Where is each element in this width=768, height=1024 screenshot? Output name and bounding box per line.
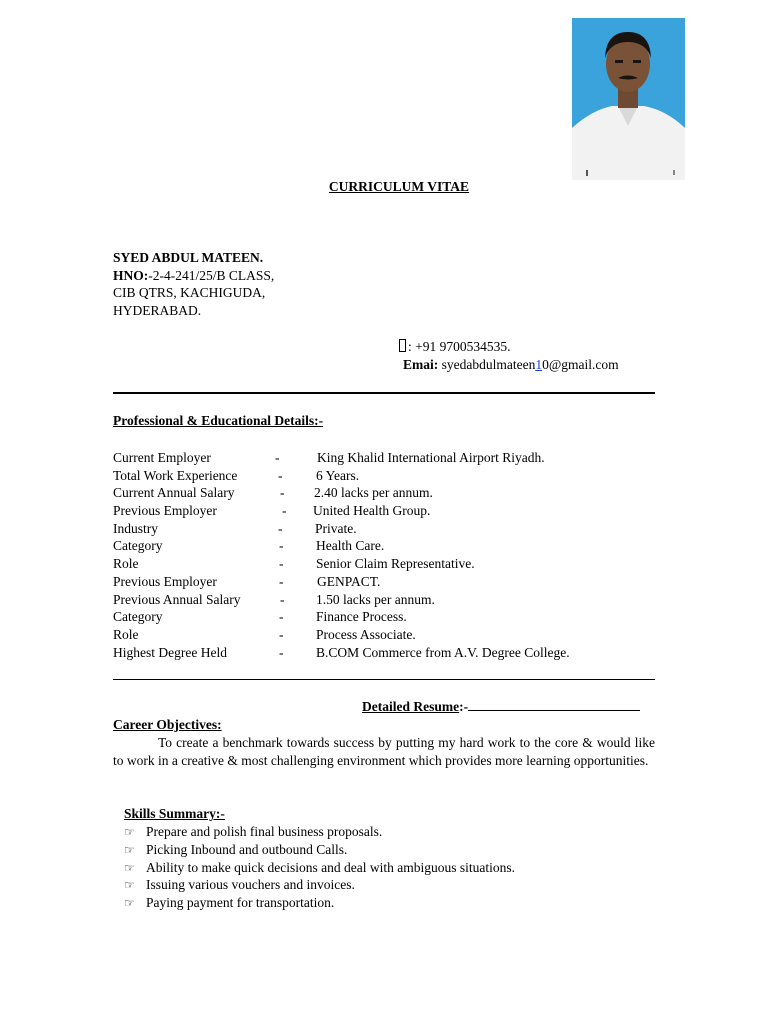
detail-dash: - bbox=[280, 591, 285, 607]
detail-dash: - bbox=[279, 626, 284, 642]
address-label: HNO: bbox=[113, 267, 149, 283]
email-prefix: syedabdulmateen bbox=[441, 357, 536, 372]
contact-block bbox=[398, 338, 619, 374]
detail-dash: - bbox=[278, 467, 283, 483]
detail-value: King Khalid International Airport Riyadh. bbox=[317, 450, 545, 465]
detail-label: Category bbox=[113, 609, 163, 625]
address-line-3: HYDERABAD. bbox=[113, 302, 202, 318]
skill-text: Issuing various vouchers and invoices. bbox=[146, 877, 355, 893]
detail-label: Previous Employer bbox=[113, 573, 217, 589]
skills-summary-heading: Skills Summary:- bbox=[124, 806, 225, 821]
pointing-hand-icon: ☞ bbox=[124, 878, 135, 893]
detail-label: Total Work Experience bbox=[113, 467, 238, 483]
career-objectives-heading: Career Objectives: bbox=[113, 717, 222, 732]
list-item bbox=[124, 841, 664, 859]
skill-text: Prepare and polish final business proposals. bbox=[146, 824, 383, 839]
detailed-resume-suffix: :- bbox=[459, 699, 469, 714]
portrait-image bbox=[572, 18, 685, 180]
detail-dash: - bbox=[282, 503, 287, 519]
detail-dash: - bbox=[279, 538, 284, 554]
detail-value: Health Care. bbox=[316, 538, 385, 554]
detail-label: Previous Employer bbox=[113, 503, 217, 519]
detail-dash: - bbox=[279, 573, 284, 589]
address-line-1-text: -2-4-241/25/B CLASS, bbox=[148, 267, 275, 283]
detail-dash: - bbox=[275, 450, 280, 465]
detail-value: 1.50 lacks per annum. bbox=[316, 591, 435, 607]
list-item bbox=[124, 876, 664, 894]
detail-row bbox=[113, 467, 673, 485]
details-table bbox=[113, 449, 673, 661]
list-item bbox=[124, 859, 664, 877]
detailed-resume-title: Detailed Resume bbox=[362, 699, 460, 714]
detail-value: B.COM Commerce from A.V. Degree College. bbox=[316, 644, 570, 660]
detail-label: Role bbox=[113, 626, 139, 642]
pointing-hand-icon: ☞ bbox=[124, 896, 135, 911]
address-line-2: CIB QTRS, KACHIGUDA, bbox=[113, 285, 266, 301]
detail-row bbox=[113, 626, 673, 644]
skill-text: Ability to make quick decisions and deal with ambiguous situations. bbox=[146, 859, 515, 875]
profile-photo bbox=[572, 18, 685, 180]
pointing-hand-icon: ☞ bbox=[124, 825, 135, 839]
detail-value: Senior Claim Representative. bbox=[316, 556, 475, 572]
name-address-block bbox=[113, 249, 274, 319]
pointing-hand-icon: ☞ bbox=[124, 860, 135, 875]
career-objectives-text: To create a benchmark towards success by putting my hard work to the core & would like to work in a creative & most challenging environment which provides more learning opportunities. bbox=[113, 735, 655, 768]
pointing-hand-icon: ☞ bbox=[124, 842, 135, 857]
detail-label: Current Employer bbox=[113, 450, 211, 465]
email-highlight: 1 bbox=[535, 357, 543, 372]
detailed-resume-heading bbox=[362, 698, 640, 716]
detail-row bbox=[113, 644, 673, 662]
phone-icon bbox=[399, 339, 406, 352]
skills-list bbox=[124, 823, 664, 912]
detail-label: Previous Annual Salary bbox=[113, 591, 241, 607]
list-item bbox=[124, 823, 664, 841]
detail-label: Role bbox=[113, 556, 139, 572]
detail-dash: - bbox=[278, 520, 283, 536]
detail-value: GENPACT. bbox=[317, 573, 381, 589]
document-title: CURRICULUM VITAE bbox=[328, 179, 470, 194]
detail-value: Finance Process. bbox=[316, 609, 407, 625]
detail-row bbox=[113, 608, 673, 626]
email-suffix: 0@gmail.com bbox=[542, 357, 619, 372]
detail-dash: - bbox=[280, 485, 285, 501]
divider-middle bbox=[113, 679, 655, 680]
detail-row bbox=[113, 573, 673, 591]
candidate-name: SYED ABDUL MATEEN. bbox=[113, 250, 264, 265]
detail-row bbox=[113, 520, 673, 538]
detail-row bbox=[113, 537, 673, 555]
detail-dash: - bbox=[279, 609, 284, 625]
detail-dash: - bbox=[279, 556, 284, 572]
divider-top bbox=[113, 392, 655, 394]
detail-value: Private. bbox=[315, 520, 357, 536]
detailed-resume-underline bbox=[468, 699, 640, 711]
detail-value: 6 Years. bbox=[316, 467, 360, 483]
detail-value: United Health Group. bbox=[313, 503, 431, 519]
skill-text: Paying payment for transportation. bbox=[146, 895, 335, 911]
detail-row bbox=[113, 449, 673, 467]
detail-row bbox=[113, 502, 673, 520]
phone-row bbox=[398, 338, 619, 356]
detail-label: Category bbox=[113, 538, 163, 554]
detail-label: Highest Degree Held bbox=[113, 644, 227, 660]
skill-text: Picking Inbound and outbound Calls. bbox=[146, 841, 348, 857]
detail-label: Industry bbox=[113, 520, 158, 536]
detail-value: 2.40 lacks per annum. bbox=[314, 485, 433, 501]
email-label: Emai: bbox=[403, 357, 439, 372]
detail-dash: - bbox=[279, 644, 284, 660]
email-row bbox=[403, 356, 619, 374]
address-line-1 bbox=[113, 267, 274, 285]
detail-row bbox=[113, 484, 673, 502]
detail-value: Process Associate. bbox=[316, 626, 416, 642]
detail-label: Current Annual Salary bbox=[113, 485, 235, 501]
list-item bbox=[124, 894, 664, 912]
phone-number: : +91 9700534535. bbox=[408, 339, 511, 354]
professional-heading: Professional & Educational Details:- bbox=[113, 413, 324, 428]
detail-row bbox=[113, 591, 673, 609]
detail-row bbox=[113, 555, 673, 573]
